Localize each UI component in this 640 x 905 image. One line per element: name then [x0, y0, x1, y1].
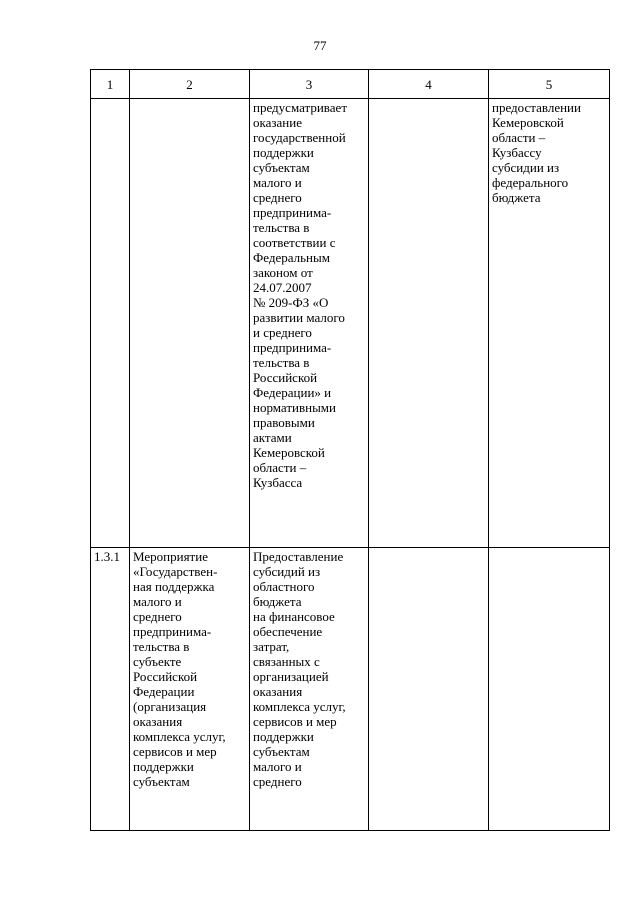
row-number-cell: [91, 99, 130, 548]
table-header-row: [91, 70, 610, 99]
column-header-2: 2: [130, 70, 250, 99]
row-number-cell: 1.3.1: [91, 548, 130, 831]
description-cell: предусматривает оказание государственной поддержки субъектам малого и среднего предпринима- тельства в соответствии с Федеральным законом от 24.07.2007 № 209-ФЗ «О развитии малого и среднего предпринима- тельства в Российской Федерации» и нормативными правовыми актами Кемеровской области – Кузбасса: [250, 99, 369, 548]
description-cell: Предоставление субсидий из областного бюджета на финансовое обеспечение затрат, связанных с организацией оказания комплекса услуг, сервисов и мер поддержки субъектам малого и среднего: [250, 548, 369, 831]
table-row: [91, 548, 610, 831]
activity-name-cell: [130, 99, 250, 548]
column-header-1: 1: [91, 70, 130, 99]
column-header-3: 3: [250, 70, 369, 99]
table-row: [91, 99, 610, 548]
column-header-4: 4: [369, 70, 489, 99]
column-4-cell: [369, 99, 489, 548]
column-header-5: 5: [489, 70, 610, 99]
page-number: 77: [313, 38, 327, 53]
column-4-cell: [369, 548, 489, 831]
activity-name-cell: Мероприятие «Государствен- ная поддержка малого и среднего предпринима- тельства в субъекте Российской Федерации (организация оказания комплекса услуг, сервисов и мер поддержки субъектам: [130, 548, 250, 831]
column-5-cell: предоставлении Кемеровской области – Кузбассу субсидии из федерального бюджета: [489, 99, 610, 548]
document-table: [90, 69, 610, 831]
column-5-cell: [489, 548, 610, 831]
